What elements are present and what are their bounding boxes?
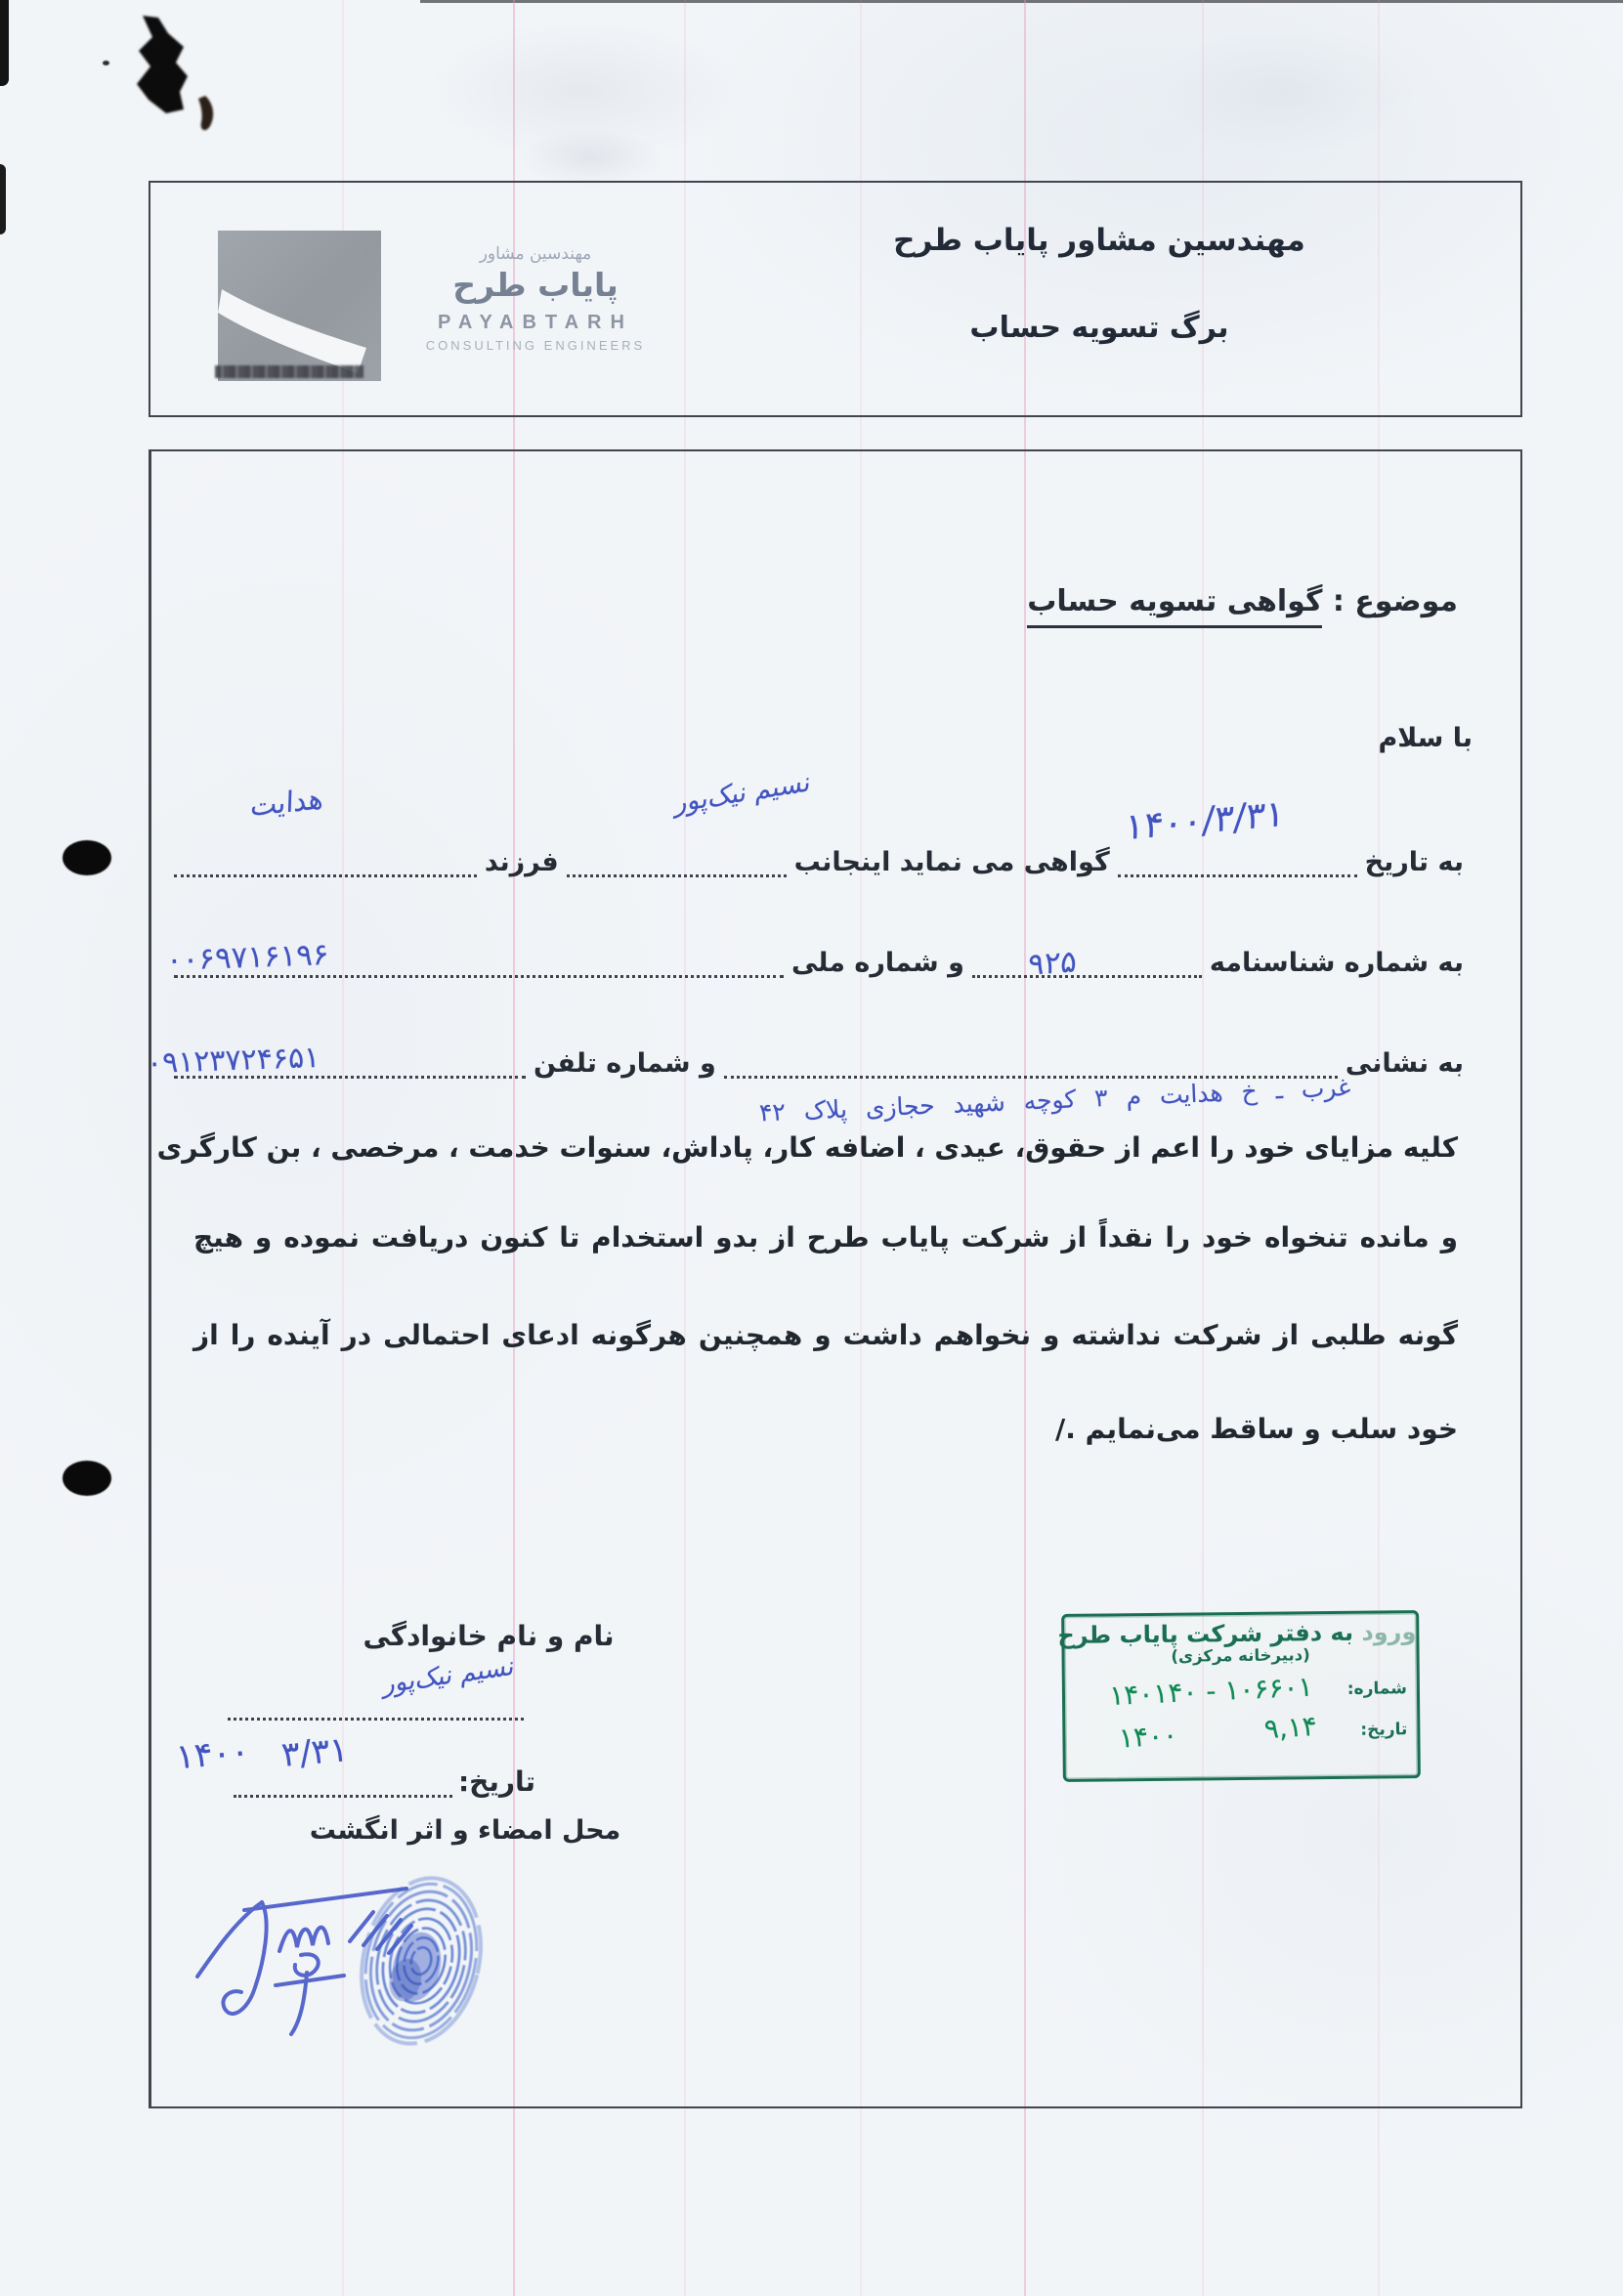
handwritten-date: ۱۴۰۰/۳/۳۱ — [1124, 791, 1286, 849]
bleed-through-smudge — [518, 129, 664, 188]
body-paragraph-line-2: و مانده تنخواه خود را نقداً از شرکت پایاب طرح از بدو استخدام تا کنون دریافت نموده و هیچ — [193, 1221, 1458, 1254]
main-box — [149, 449, 1522, 2108]
brand-en-name: PAYABTARH — [438, 312, 633, 333]
form-line-id-numbers — [168, 923, 1466, 978]
subject-label: موضوع : — [1332, 584, 1458, 618]
label-phone: و شماره تلفن — [534, 1048, 716, 1079]
stamp-handwritten-date — [1075, 1707, 1361, 1757]
label-national-id: و شماره ملی — [790, 948, 964, 978]
label-id-number: به شماره شناسنامه — [1209, 948, 1464, 978]
stamp-subtitle: (دبیرخانه مرکزی) — [1171, 1645, 1310, 1666]
salutation: با سلام — [1378, 723, 1473, 753]
signature-date-row — [228, 1755, 535, 1798]
brand-fa-small: مهندسین مشاور — [479, 244, 592, 264]
label-child-of: فرزند — [484, 847, 559, 877]
dotted-field-signature-date — [234, 1787, 452, 1798]
dotted-field-id-number — [972, 967, 1202, 978]
stamp-title — [1057, 1618, 1417, 1649]
label-certify: گواهی می نماید اینجانب — [793, 847, 1110, 877]
dotted-field-date — [1118, 867, 1357, 877]
subject-line — [1027, 584, 1458, 618]
handwritten-signatory-name: نسیم نیک‌پور — [382, 1651, 516, 1700]
company-logo — [218, 231, 381, 381]
stamp-handwritten-number: ۱۴۰۱۴۰ - ۱۰۶۶۰۱ — [1108, 1670, 1314, 1712]
hole-punch — [63, 1461, 111, 1496]
logo-caption-smudge — [215, 365, 363, 378]
body-paragraph-line-1: کلیه مزایای خود را اعم از حقوق، عیدی ، اضافه کار، پاداش، سنوات خدمت ، مرخصی ، بن کارگری — [156, 1131, 1458, 1164]
form-line-address-phone — [168, 1024, 1466, 1079]
stamp-date-day-month: ۹,۱۴ — [1262, 1709, 1318, 1746]
bleed-through-smudge — [1153, 27, 1417, 154]
dotted-field-father — [174, 867, 477, 877]
scan-speck — [103, 61, 109, 65]
stamp-title-word1: ورود — [1361, 1618, 1417, 1646]
name-label: نام و نام خانوادگی — [363, 1620, 615, 1652]
signature-date-label: تاریخ: — [457, 1765, 535, 1798]
handwritten-national-id: ۰۰۶۹۷۱۶۱۹۶ — [165, 937, 330, 978]
handwritten-id-number: ۹۲۵ — [1027, 944, 1078, 983]
hole-punch — [63, 840, 111, 875]
stamp-number-row — [1065, 1670, 1417, 1712]
body-paragraph-line-3: گونه طلبی از شرکت نداشته و نخواهم داشت و همچنین هرگونه ادعای احتمالی در آینده را از — [193, 1319, 1458, 1351]
fingerprint — [356, 1868, 492, 2059]
stamp-date-year: ۱۴۰۰ — [1118, 1718, 1179, 1755]
dotted-field-signatory-name — [228, 1694, 524, 1721]
scan-top-edge — [420, 0, 1623, 3]
body-paragraph-line-4: خود سلب و ساقط می‌نمایم ./ — [1054, 1413, 1458, 1445]
handwritten-signature-year: ۱۴۰۰ — [174, 1731, 251, 1778]
brand-fa-large: پایاب طرح — [452, 266, 619, 304]
handwritten-phone: ۰۹۱۲۳۷۲۴۶۵۱ — [146, 1040, 320, 1082]
logo-swoosh-icon — [218, 231, 381, 381]
label-date: به تاریخ — [1364, 847, 1464, 877]
brand-block — [389, 244, 682, 353]
stamp-number-label: شماره: — [1346, 1679, 1408, 1700]
scan-left-edge-mark — [0, 0, 9, 86]
stamp-date-row — [1065, 1709, 1417, 1755]
header-document-title: برگ تسویه حساب — [969, 311, 1229, 345]
scan-left-edge-mark — [0, 164, 6, 234]
brand-en-subtitle: CONSULTING ENGINEERS — [425, 338, 646, 353]
header-company-title: مهندسین مشاور پایاب طرح — [893, 223, 1305, 258]
stamp-date-label: تاریخ: — [1360, 1720, 1408, 1741]
handwritten-name: نسیم نیک‌پور — [674, 766, 812, 820]
office-entry-stamp — [1057, 1610, 1421, 1782]
handwritten-address: غرب ـ خ هدایت م ۳ کوچه شهید حجازی پلاک ۴۲ — [758, 1073, 1351, 1127]
signature-place-label: محل امضاء و اثر انگشت — [309, 1815, 621, 1846]
handwritten-signature-day-month: ۳/۳۱ — [279, 1730, 350, 1775]
dotted-field-name — [567, 867, 787, 877]
label-address: به نشانی — [1345, 1048, 1464, 1079]
bleed-through-smudge — [420, 18, 743, 164]
staple-mark — [113, 6, 240, 143]
stamp-title-rest: به دفتر شرکت پایاب طرح — [1057, 1618, 1354, 1649]
subject-value: گواهی تسویه حساب — [1027, 584, 1322, 628]
handwritten-father-name: هدایت — [249, 781, 324, 824]
